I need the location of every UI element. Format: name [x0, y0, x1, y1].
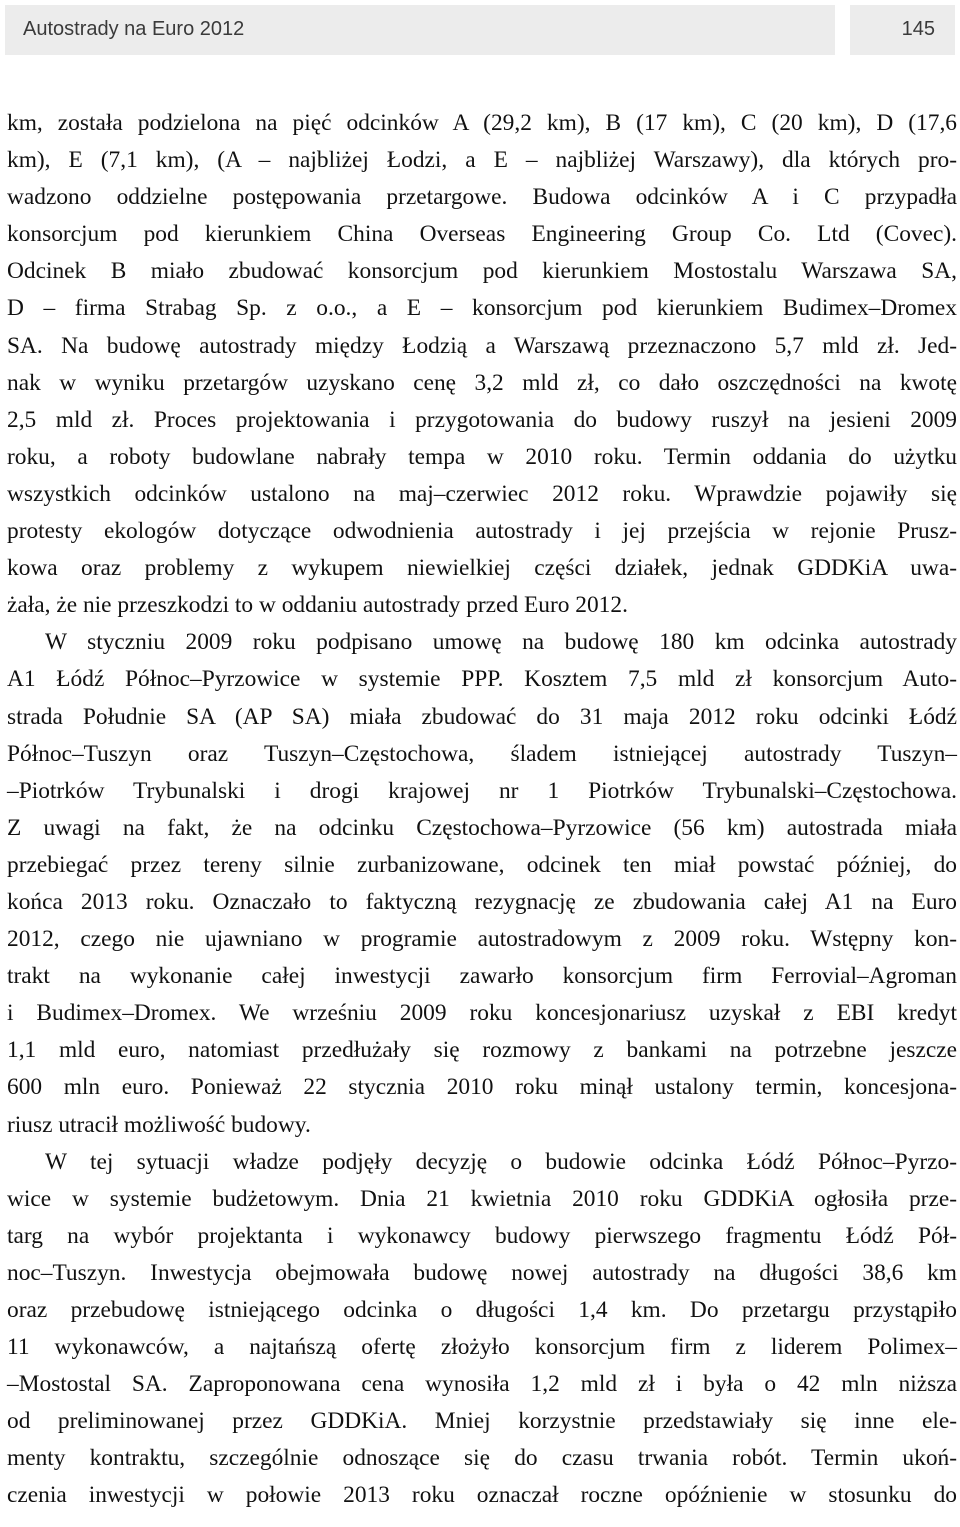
- text-line: 1,1 mld euro, natomiast przedłużały się rozmowy z bankami na potrzebne jeszcze: [7, 1037, 957, 1064]
- text-line: targ na wybór projektanta i wykonawcy budowy pierwszego fragmentu Łódź Pół-: [7, 1222, 957, 1249]
- text-line: menty kontraktu, szczególnie odnoszące się do czasu trwania robót. Termin ukoń-: [7, 1445, 957, 1472]
- text-line: W styczniu 2009 roku podpisano umowę na budowę 180 km odcinka autostrady: [45, 629, 957, 656]
- text-line: końca 2013 roku. Oznaczało to faktyczną rezygnację ze zbudowania całej A1 na Euro: [7, 888, 957, 915]
- text-line: Odcinek B miało zbudować konsorcjum pod kierunkiem Mostostalu Warszawa SA,: [7, 258, 957, 285]
- text-line: D – firma Strabag Sp. z o.o., a E – konsorcjum pod kierunkiem Budimex–Dromex: [7, 295, 957, 322]
- text-line: wice w systemie budżetowym. Dnia 21 kwietnia 2010 roku GDDKiA ogłosiła prze-: [7, 1185, 957, 1212]
- text-line: 600 mln euro. Ponieważ 22 stycznia 2010 roku minął ustalony termin, koncesjona-: [7, 1074, 957, 1101]
- text-line: strada Południe SA (AP SA) miała zbudować do 31 maja 2012 roku odcinki Łódź: [7, 703, 957, 730]
- text-line: Z uwagi na fakt, że na odcinku Częstochowa–Pyrzowice (56 km) autostrada miała: [7, 814, 957, 841]
- text-line: SA. Na budowę autostrady między Łodzią a Warszawą przeznaczono 5,7 mld zł. Jed-: [7, 332, 957, 359]
- text-line: roku, a roboty budowlane nabrały tempa w 2010 roku. Termin oddania do użytku: [7, 443, 957, 470]
- text-line: nak w wyniku przetargów uzyskano cenę 3,2 mld zł, co dało oszczędności na kwotę: [7, 369, 957, 396]
- text-line: Północ–Tuszyn oraz Tuszyn–Częstochowa, śladem istniejącej autostrady Tuszyn–: [7, 740, 957, 767]
- header-title-box: [5, 5, 835, 55]
- text-line: A1 Łódź Północ–Pyrzowice w systemie PPP. Kosztem 7,5 mld zł konsorcjum Auto-: [7, 666, 957, 693]
- text-line: przebiegać przez tereny silnie zurbanizowane, odcinek ten miał powstać później, do: [7, 851, 957, 878]
- running-header: [5, 5, 955, 55]
- text-line: trakt na wykonanie całej inwestycji zawarło konsorcjum firm Ferrovial–Agroman: [7, 963, 957, 990]
- text-line: oraz przebudowę istniejącego odcinka o długości 1,4 km. Do przetargu przystąpiło: [7, 1297, 957, 1323]
- text-line: żała, że nie przeszkodzi to w oddaniu autostrady przed Euro 2012.: [7, 592, 628, 619]
- text-line: protesty ekologów dotyczące odwodnienia autostrady i jej przejścia w rejonie Prusz-: [7, 518, 957, 545]
- body-text: [7, 105, 957, 1515]
- text-line: i Budimex–Dromex. We wrześniu 2009 roku koncesjonariusz uzyskał z EBI kredyt: [7, 1000, 957, 1027]
- header-page-box: [850, 5, 955, 55]
- text-line: –Mostostal SA. Zaproponowana cena wynosiła 1,2 mld zł i była o 42 mln niższa: [7, 1371, 957, 1398]
- text-line: kowa oraz problemy z wykupem niewielkiej części działek, jednak GDDKiA uwa-: [7, 555, 957, 582]
- text-line: 2012, czego nie ujawniano w programie autostradowym z 2009 roku. Wstępny kon-: [7, 926, 957, 953]
- text-line: W tej sytuacji władze podjęły decyzję o budowie odcinka Łódź Północ–Pyrzo-: [45, 1148, 957, 1175]
- running-title: Autostrady na Euro 2012: [23, 18, 245, 40]
- text-line: wszystkich odcinków ustalono na maj–czerwiec 2012 roku. Wprawdzie pojawiły się: [7, 480, 957, 507]
- page-number: 145: [901, 18, 935, 40]
- text-line: noc–Tuszyn. Inwestycja obejmowała budowę nowej autostrady na długości 38,6 km: [7, 1259, 957, 1286]
- text-line: km), E (7,1 km), (A – najbliżej Łodzi, a E – najbliżej Warszawy), dla których pro-: [7, 147, 957, 174]
- text-line: 11 wykonawców, a najtańszą ofertę złożyło konsorcjum firm z liderem Polimex–: [7, 1334, 957, 1361]
- text-line: konsorcjum pod kierunkiem China Overseas Engineering Group Co. Ltd (Covec).: [7, 221, 957, 248]
- text-line: km, została podzielona na pięć odcinków A (29,2 km), B (17 km), C (20 km), D (17,6: [7, 110, 957, 136]
- text-line: czenia inwestycji w połowie 2013 roku oznaczał roczne opóźnienie w stosunku do: [7, 1482, 957, 1509]
- text-line: riusz utracił możliwość budowy.: [7, 1111, 311, 1138]
- text-line: 2,5 mld zł. Proces projektowania i przygotowania do budowy ruszył na jesieni 2009: [7, 406, 957, 433]
- text-line: wadzono oddzielne postępowania przetargowe. Budowa odcinków A i C przypadła: [7, 184, 957, 211]
- text-line: od preliminowanej przez GDDKiA. Mniej korzystnie przedstawiały się inne ele-: [7, 1408, 957, 1435]
- text-line: –Piotrków Trybunalski i drogi krajowej nr 1 Piotrków Trybunalski–Częstochowa.: [7, 777, 957, 804]
